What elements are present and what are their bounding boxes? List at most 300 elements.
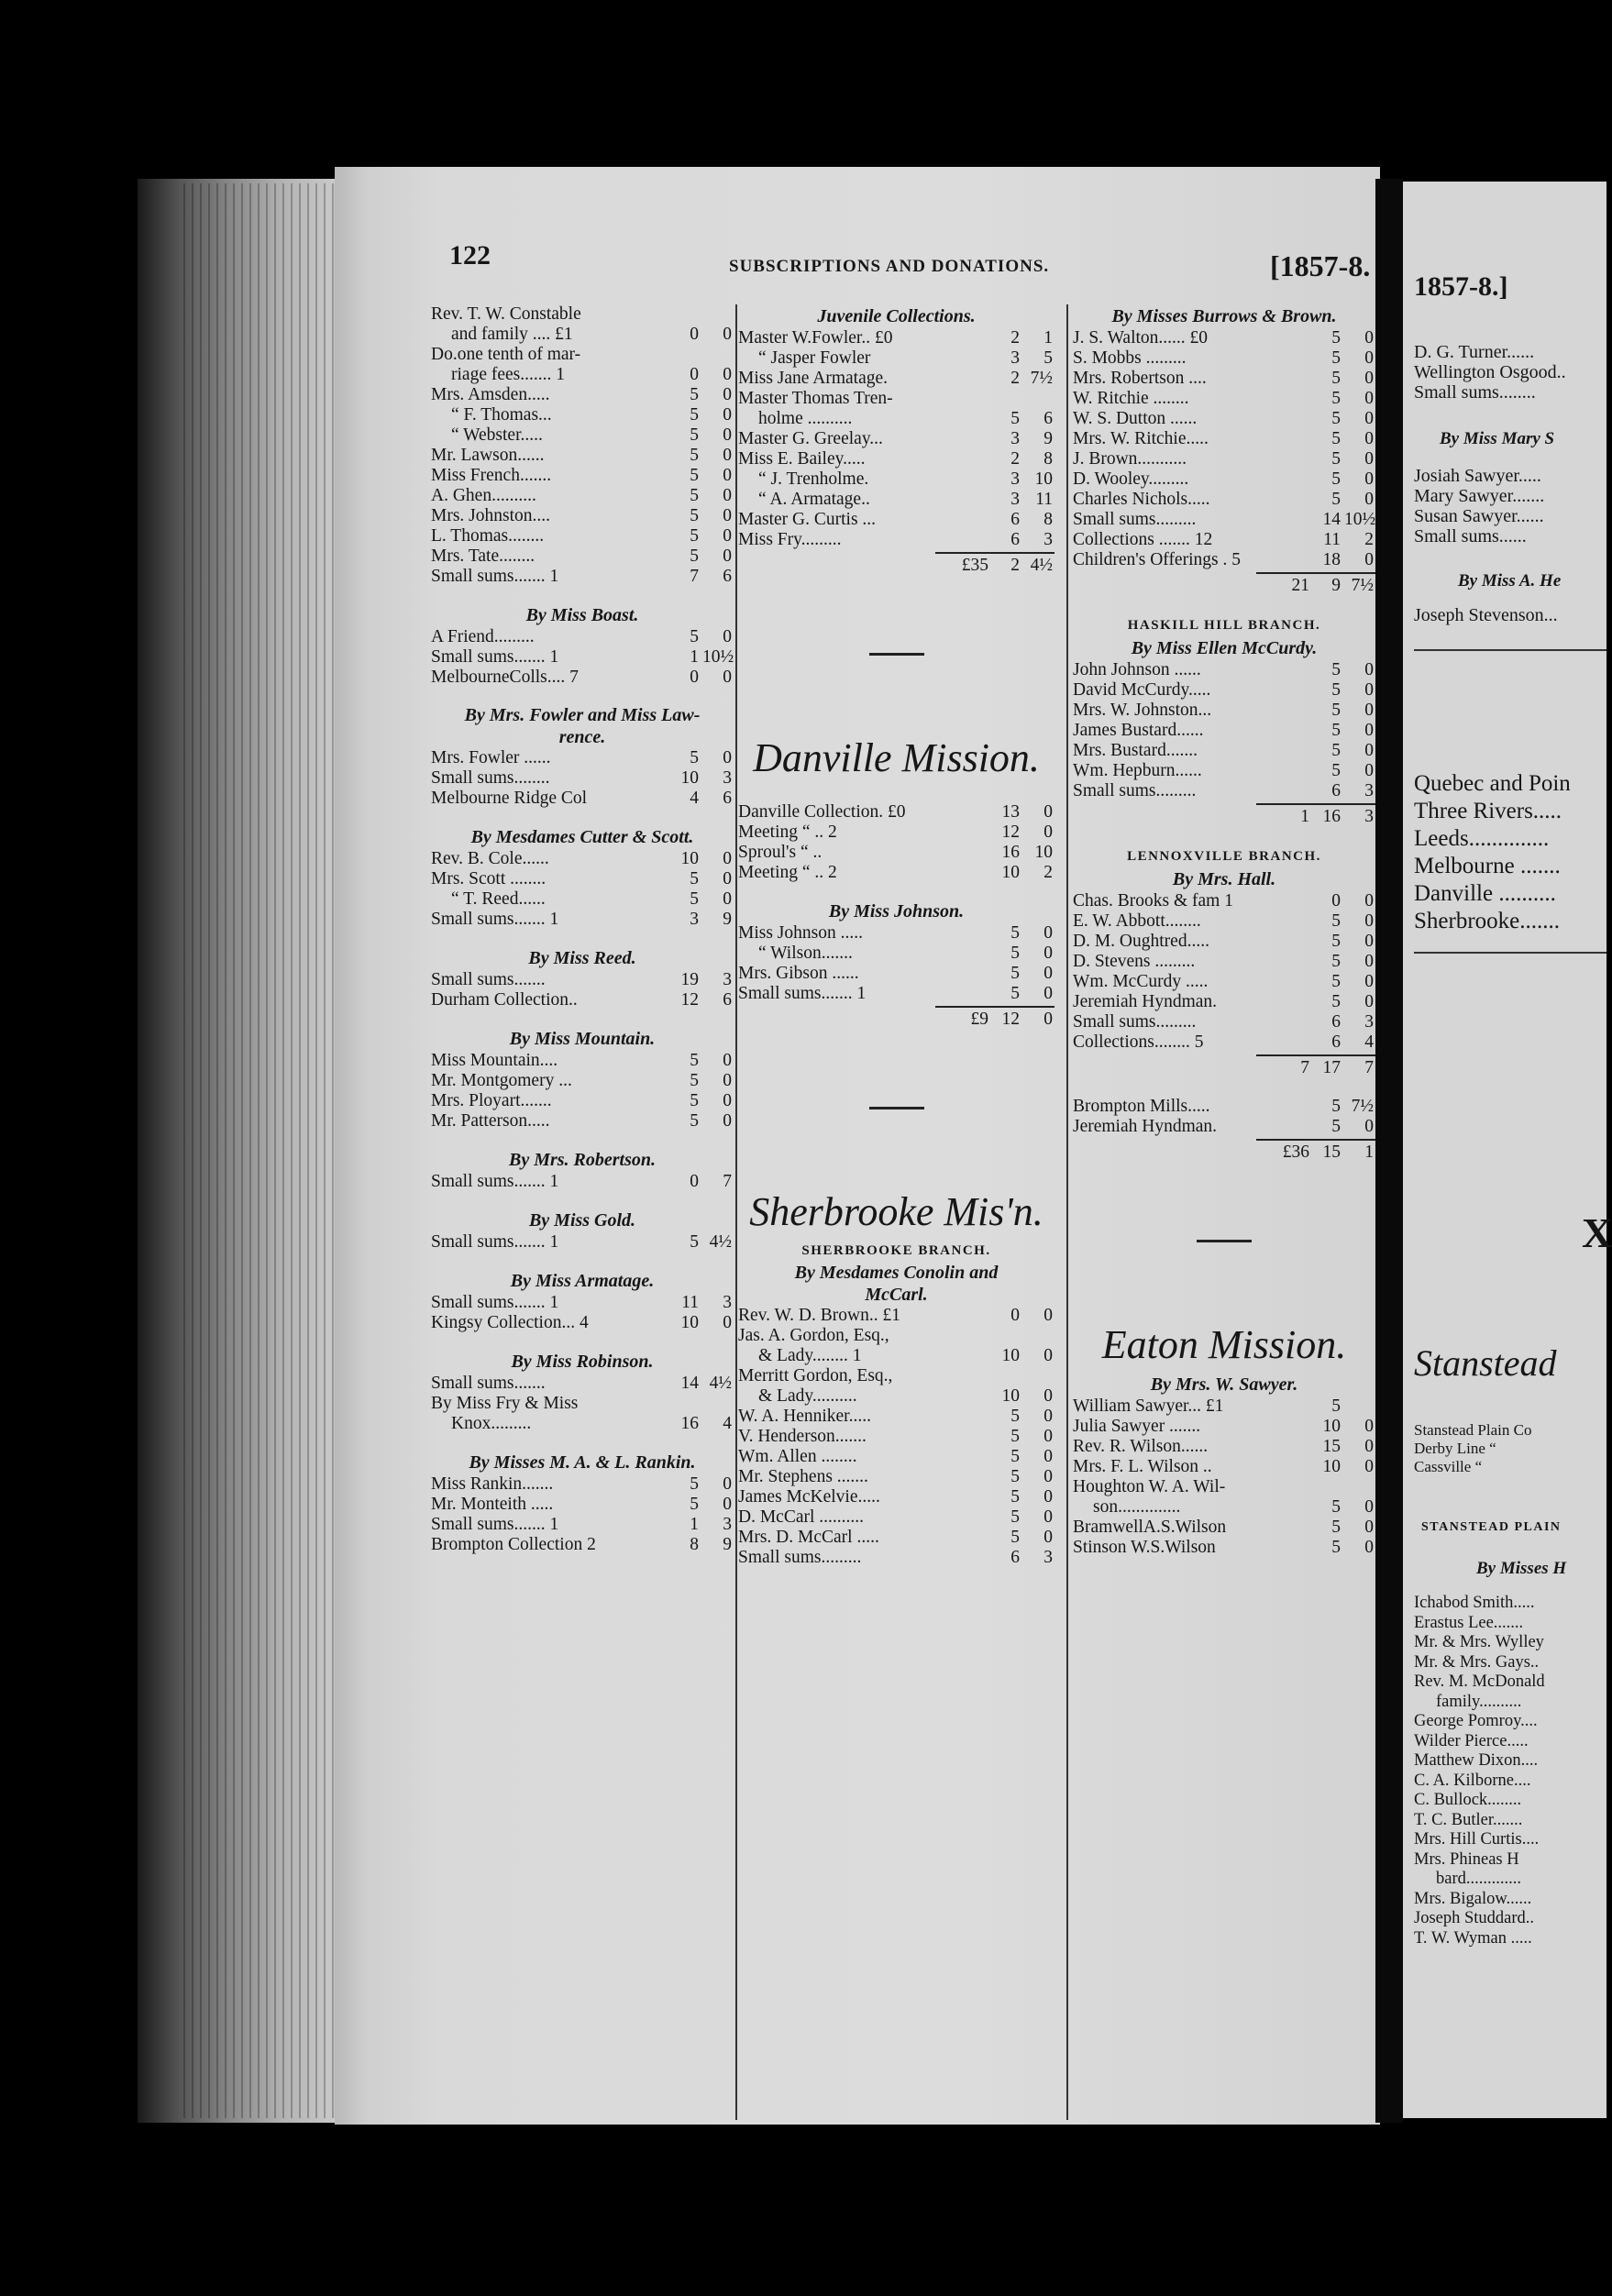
- entry-name: “ F. Thomas...: [451, 405, 552, 425]
- pounds: 7: [1300, 1058, 1309, 1077]
- divider-rule: [1414, 649, 1606, 651]
- pence: 0: [1364, 952, 1374, 971]
- entry-name: holme ..........: [758, 409, 853, 428]
- pence: 3: [1043, 1548, 1053, 1567]
- entry-row: [431, 405, 734, 425]
- entry-name: Rev. B. Cole......: [431, 849, 549, 868]
- entry-name: Rev. T. W. Constable: [431, 304, 581, 324]
- entry-row: [1073, 701, 1375, 721]
- pence: 3: [1364, 1012, 1374, 1032]
- shillings: 5: [1010, 409, 1020, 428]
- shillings: 2: [1010, 556, 1020, 575]
- shillings: 7: [690, 567, 699, 586]
- entry-name: Collections ....... 12: [1073, 530, 1213, 549]
- entry-name: Mr. Patterson.....: [431, 1111, 550, 1131]
- entry-name: “ A. Armatage..: [758, 490, 870, 509]
- stanstead-entries: [1414, 1421, 1531, 1476]
- pence: 0: [723, 1051, 732, 1070]
- shillings: 5: [1331, 660, 1341, 679]
- shillings: 14: [680, 1374, 699, 1393]
- entry-row: [431, 1091, 734, 1111]
- spacer: [431, 809, 734, 825]
- pence: 0: [1364, 660, 1374, 679]
- entry-name: riage fees....... 1: [451, 365, 565, 384]
- shillings: 5: [690, 1474, 699, 1494]
- entry-row: [1073, 550, 1375, 570]
- shillings: 6: [1010, 1548, 1020, 1567]
- pence: 4½: [1030, 556, 1053, 575]
- entry-name: Do.one tenth of mar-: [431, 345, 581, 364]
- column-divider: [1066, 304, 1068, 2120]
- list-item: Erastus Lee.......: [1414, 1613, 1524, 1632]
- entry-name: Mrs. Ployart.......: [431, 1091, 552, 1110]
- entry-name: Stinson W.S.Wilson: [1073, 1538, 1216, 1557]
- section-heading: By Miss Armatage.: [510, 1271, 655, 1291]
- entry-row: [738, 1447, 1054, 1467]
- page-edge-lines: [183, 183, 339, 2118]
- pence: 7: [1364, 1058, 1374, 1077]
- entry-row: [431, 768, 734, 789]
- branch-heading: SHERBROOKE BRANCH.: [801, 1243, 991, 1258]
- pence: 0: [1364, 1538, 1374, 1557]
- list-item: Quebec and Poin: [1414, 771, 1571, 796]
- entry-name: Small sums.........: [738, 1548, 862, 1567]
- pence: 0: [1364, 911, 1374, 931]
- section-divider: [1197, 1240, 1252, 1242]
- entry-row: [431, 910, 734, 930]
- shillings: 5: [1331, 972, 1341, 991]
- shillings: 10: [680, 849, 699, 868]
- shillings: 5: [1331, 932, 1341, 951]
- pounds: £9: [970, 1010, 988, 1029]
- entry-name: Sproul's “ ..: [738, 843, 823, 862]
- entry-name: Knox.........: [451, 1414, 532, 1433]
- entry-row: [1073, 680, 1375, 701]
- entry-name: Master Thomas Tren-: [738, 389, 893, 408]
- list-item: George Pomroy....: [1414, 1712, 1538, 1730]
- pence: 0: [1043, 1407, 1053, 1426]
- section-heading: By Misses M. A. & L. Rankin.: [469, 1452, 696, 1473]
- shillings: 10: [1001, 1346, 1020, 1365]
- shillings: 5: [1010, 1427, 1020, 1446]
- shillings: 10: [1001, 863, 1020, 882]
- pence: 3: [1043, 530, 1053, 549]
- entry-row: [1073, 449, 1375, 469]
- shillings: 5: [690, 405, 699, 425]
- entry-row: [738, 1507, 1054, 1528]
- pence: 0: [1364, 721, 1374, 740]
- entry-row: [738, 1306, 1054, 1326]
- entry-row: [431, 1313, 734, 1333]
- list-item: Cassville “: [1414, 1458, 1483, 1475]
- entry-name: Small sums....... 1: [431, 647, 559, 667]
- entry-row: [738, 822, 1054, 843]
- entry-name: Julia Sawyer .......: [1073, 1417, 1201, 1436]
- shillings: 5: [1010, 964, 1020, 983]
- shillings: 5: [690, 1232, 699, 1252]
- right-heading: By Misses H: [1476, 1559, 1567, 1578]
- mission-title: Stanstead: [1414, 1342, 1557, 1384]
- pence: 0: [1043, 1507, 1053, 1527]
- pence: 0: [1043, 822, 1053, 842]
- shillings: 1: [690, 1515, 699, 1534]
- entry-row: [431, 1414, 734, 1434]
- entry-row: [1073, 1457, 1375, 1477]
- entry-row: [738, 863, 1054, 883]
- total-row: [1073, 807, 1375, 829]
- entry-name: Kingsy Collection... 4: [431, 1313, 589, 1332]
- pence: 1: [1043, 328, 1053, 348]
- pence: 0: [1364, 1518, 1374, 1537]
- entry-row: [1073, 1477, 1375, 1497]
- section-heading: By Mesdames Conolin and: [794, 1263, 999, 1283]
- entry-row: [431, 748, 734, 768]
- shillings: 5: [1010, 1487, 1020, 1507]
- book-gutter: [1375, 179, 1403, 2123]
- entry-row: [738, 1528, 1054, 1548]
- shillings: 5: [1331, 701, 1341, 720]
- entry-name: Miss E. Bailey.....: [738, 449, 866, 469]
- entry-name: Small sums....... 1: [431, 910, 559, 929]
- list-item: Rev. M. McDonald: [1414, 1672, 1545, 1691]
- entry-name: Mr. Stephens .......: [738, 1467, 868, 1486]
- pence: 0: [723, 849, 732, 868]
- shillings: 5: [1010, 1528, 1020, 1547]
- list-item: Joseph Studdard..: [1414, 1909, 1535, 1927]
- list-item: bard.............: [1436, 1870, 1521, 1888]
- pence: 0: [723, 1474, 732, 1494]
- entry-name: Mr. Montgomery ...: [431, 1071, 572, 1090]
- entry-row: [1073, 741, 1375, 761]
- shillings: 16: [680, 1414, 699, 1433]
- entry-name: Brompton Mills.....: [1073, 1097, 1210, 1116]
- entry-name: A Friend.........: [431, 627, 535, 646]
- shillings: 4: [690, 789, 699, 808]
- shillings: 11: [1323, 530, 1341, 549]
- shillings: 18: [1322, 550, 1341, 569]
- shillings: 5: [1010, 1447, 1020, 1466]
- branch-heading: HASKILL HILL BRANCH.: [1127, 618, 1321, 633]
- shillings: 5: [1010, 1467, 1020, 1486]
- total-row: [738, 556, 1054, 578]
- entry-row: [1073, 490, 1375, 510]
- entry-name: Wm. Hepburn......: [1073, 761, 1202, 780]
- entry-row: [1073, 1518, 1375, 1538]
- entry-row: [431, 1374, 734, 1394]
- pence: 0: [1364, 409, 1374, 428]
- entry-name: “ T. Reed......: [451, 889, 546, 909]
- pence: 0: [1364, 992, 1374, 1011]
- list-item: Danville ..........: [1414, 881, 1556, 906]
- entry-name: Miss Johnson .....: [738, 923, 863, 943]
- entry-name: Mrs. W. Johnston...: [1073, 701, 1212, 720]
- entry-name: Small sums.......: [431, 970, 546, 989]
- shillings: 5: [690, 506, 699, 525]
- pence: 0: [1043, 923, 1053, 943]
- list-item: Small sums........: [1414, 382, 1536, 403]
- shillings: 5: [1331, 761, 1341, 780]
- pence: 0: [1043, 1010, 1053, 1029]
- pence: 0: [1043, 964, 1053, 983]
- pence: 7½: [1030, 369, 1053, 388]
- entry-row: [431, 567, 734, 587]
- pence: 0: [1043, 802, 1053, 822]
- pence: 0: [723, 668, 732, 687]
- spacer: [738, 676, 1054, 731]
- entry-name: J. Brown...........: [1073, 449, 1187, 469]
- entry-row: [1073, 510, 1375, 530]
- pence: 3: [1364, 807, 1374, 826]
- pence: 7: [723, 1172, 732, 1191]
- pence: 0: [1364, 369, 1374, 388]
- pence: 0: [1364, 449, 1374, 469]
- spacer: [431, 587, 734, 603]
- branch-heading: STANSTEAD PLAIN: [1421, 1520, 1562, 1534]
- entry-row: [738, 1346, 1054, 1366]
- section-divider: [869, 1107, 924, 1109]
- shillings: 15: [1322, 1437, 1341, 1456]
- entry-row: [1073, 348, 1375, 369]
- entry-row: [738, 1548, 1054, 1568]
- list-item: Mary Sawyer.......: [1414, 486, 1545, 506]
- entry-name: Mrs. D. McCarl .....: [738, 1528, 879, 1547]
- entry-name: W. A. Henniker.....: [738, 1407, 871, 1426]
- entry-name: Mrs. Johnston....: [431, 506, 551, 525]
- shillings: 10: [1322, 1457, 1341, 1476]
- shillings: 6: [1331, 1032, 1341, 1052]
- mission-summary: [1414, 770, 1571, 935]
- pence: 8: [1043, 510, 1053, 529]
- entry-row: [431, 1495, 734, 1515]
- entry-name: D. M. Oughtred.....: [1073, 932, 1209, 951]
- entry-name: David McCurdy.....: [1073, 680, 1211, 700]
- entry-name: Mrs. Fowler ......: [431, 748, 551, 767]
- entry-row: [738, 1427, 1054, 1447]
- shillings: 6: [1331, 1012, 1341, 1032]
- entry-row: [1073, 1437, 1375, 1457]
- entry-row: [431, 425, 734, 446]
- entry-row: [431, 970, 734, 990]
- pence: 6: [723, 789, 732, 808]
- shillings: 5: [690, 526, 699, 546]
- list-item: C. A. Kilborne....: [1414, 1771, 1531, 1790]
- right-page-year: 1857-8.]: [1414, 271, 1508, 302]
- shillings: 0: [1331, 891, 1341, 911]
- entry-row: [1073, 1538, 1375, 1558]
- entry-row: [738, 1386, 1054, 1407]
- pence: 0: [723, 889, 732, 909]
- entry-row: [1073, 1396, 1375, 1417]
- total-rule: [1256, 1054, 1375, 1056]
- pence: 10½: [702, 647, 734, 667]
- entry-name: BramwellA.S.Wilson: [1073, 1518, 1227, 1537]
- shillings: 14: [1322, 510, 1341, 529]
- pence: 0: [723, 1495, 732, 1514]
- entry-name: “ Jasper Fowler: [758, 348, 871, 368]
- entry-row: [738, 449, 1054, 469]
- entry-row: [1073, 1417, 1375, 1437]
- entry-row: [1073, 952, 1375, 972]
- spacer: [738, 786, 1054, 802]
- column-2: [738, 304, 1054, 1568]
- entry-row: [1073, 328, 1375, 348]
- spacer: [431, 930, 734, 946]
- pounds: 21: [1291, 576, 1309, 595]
- entry-name: Jeremiah Hyndman.: [1073, 1117, 1218, 1136]
- entry-row: [1073, 660, 1375, 680]
- entry-name: son..............: [1093, 1497, 1181, 1517]
- entry-name: Merritt Gordon, Esq.,: [738, 1366, 893, 1385]
- shillings: 5: [690, 385, 699, 404]
- entry-row: [738, 530, 1054, 550]
- pence: 11: [1035, 490, 1053, 509]
- entry-row: [738, 328, 1054, 348]
- entry-name: Meeting “ .. 2: [738, 863, 837, 882]
- entry-row: [431, 627, 734, 647]
- entry-row: [431, 506, 734, 526]
- pence: 0: [723, 1091, 732, 1110]
- entry-name: Chas. Brooks & fam 1: [1073, 891, 1233, 911]
- pence: 0: [723, 526, 732, 546]
- shillings: 5: [1331, 469, 1341, 489]
- entry-name: Miss Mountain....: [431, 1051, 558, 1070]
- entry-name: Wm. McCurdy .....: [1073, 972, 1209, 991]
- column-3: [1073, 304, 1375, 1558]
- section-heading: By Miss Ellen McCurdy.: [1131, 638, 1318, 658]
- entry-name: “ Webster.....: [451, 425, 543, 445]
- entry-row: [1073, 992, 1375, 1012]
- shillings: 3: [690, 910, 699, 929]
- list-item: Wilder Pierce.....: [1414, 1731, 1529, 1750]
- pence: 0: [1043, 1306, 1053, 1325]
- shillings: 5: [1331, 389, 1341, 408]
- section-heading: By Miss Gold.: [528, 1210, 636, 1231]
- entry-row: [1073, 469, 1375, 490]
- spacer: [431, 1434, 734, 1451]
- pounds: 1: [1300, 807, 1309, 826]
- shillings: 2: [1010, 328, 1020, 348]
- shillings: 5: [690, 486, 699, 505]
- shillings: 5: [690, 1051, 699, 1070]
- shillings: 5: [690, 546, 699, 566]
- entry-name: Small sums........: [431, 768, 550, 788]
- shillings: 5: [690, 425, 699, 445]
- total-rule: [1256, 803, 1375, 805]
- pence: 0: [1364, 1457, 1374, 1476]
- shillings: 5: [690, 627, 699, 646]
- shillings: 5: [690, 748, 699, 767]
- shillings: 1: [690, 647, 699, 667]
- spacer: [431, 1253, 734, 1269]
- shillings: 5: [690, 1111, 699, 1131]
- shillings: 5: [1331, 409, 1341, 428]
- spacer: [738, 1032, 1054, 1087]
- shillings: 5: [1331, 1396, 1341, 1416]
- entry-row: [431, 1515, 734, 1535]
- pence: 1: [1364, 1142, 1374, 1162]
- pence: 3: [723, 970, 732, 989]
- pence: 0: [1364, 972, 1374, 991]
- entry-name: Jas. A. Gordon, Esq.,: [738, 1326, 889, 1345]
- entry-name: James McKelvie.....: [738, 1487, 880, 1507]
- pence: 0: [723, 446, 732, 465]
- section-heading: By Misses Burrows & Brown.: [1111, 306, 1337, 326]
- entry-row: [1073, 891, 1375, 911]
- total-row: [1073, 576, 1375, 598]
- list-item: Ichabod Smith.....: [1414, 1594, 1535, 1612]
- entry-row: [738, 1487, 1054, 1507]
- entry-row: [738, 1366, 1054, 1386]
- entry-name: Small sums.........: [1073, 781, 1197, 800]
- entry-name: Rev. W. D. Brown.. £1: [738, 1306, 900, 1325]
- list-item: T. W. Wyman .....: [1414, 1928, 1532, 1948]
- entry-row: [431, 365, 734, 385]
- entry-name: Miss Fry.........: [738, 530, 842, 549]
- spacer: [738, 578, 1054, 633]
- spacer: [738, 883, 1054, 900]
- entry-row: [431, 546, 734, 567]
- entry-name: Small sums.........: [1073, 1012, 1197, 1032]
- entry-row: [738, 944, 1054, 964]
- entry-name: Small sums.......: [431, 1374, 546, 1393]
- entry-name: Mrs. F. L. Wilson ..: [1073, 1457, 1212, 1476]
- pence: 0: [723, 425, 732, 445]
- entry-row: [1073, 389, 1375, 409]
- entry-row: [431, 526, 734, 546]
- pence: 2: [1364, 530, 1374, 549]
- shillings: 16: [1322, 807, 1341, 826]
- entry-row: [431, 325, 734, 345]
- entry-name: Small sums....... 1: [431, 567, 559, 586]
- list-item: Mr. & Mrs. Wylley: [1414, 1633, 1544, 1651]
- shillings: 2: [1010, 449, 1020, 469]
- entry-name: Danville Collection. £0: [738, 802, 906, 822]
- entry-name: D. Stevens .........: [1073, 952, 1196, 971]
- pounds: £35: [961, 556, 988, 575]
- pence: 0: [1364, 550, 1374, 569]
- entry-row: [431, 849, 734, 869]
- pence: 0: [1364, 932, 1374, 951]
- entry-row: [1073, 530, 1375, 550]
- entry-row: [738, 510, 1054, 530]
- entry-row: [431, 647, 734, 668]
- shillings: 9: [1331, 576, 1341, 595]
- entry-name: & Lady........ 1: [758, 1346, 862, 1365]
- shillings: 3: [1010, 490, 1020, 509]
- pence: 0: [1364, 429, 1374, 448]
- shillings: 5: [1331, 490, 1341, 509]
- entry-name: MelbourneColls.... 7: [431, 668, 579, 687]
- shillings: 17: [1322, 1058, 1341, 1077]
- entry-name: Small sums.........: [1073, 510, 1197, 529]
- pence: 0: [723, 486, 732, 505]
- section-heading: By Miss Robinson.: [511, 1352, 654, 1372]
- total-rule: [935, 552, 1054, 554]
- list-item: Stanstead Plain Co: [1414, 1421, 1532, 1439]
- pence: 0: [1364, 701, 1374, 720]
- list-item: C. Bullock........: [1414, 1791, 1522, 1809]
- shillings: 8: [690, 1535, 699, 1554]
- entry-name: Mrs. Gibson ......: [738, 964, 859, 983]
- pence: 10: [1034, 843, 1053, 862]
- total-rule: [935, 1006, 1054, 1008]
- spacer: [1073, 1080, 1375, 1097]
- pence: 0: [723, 506, 732, 525]
- shillings: 5: [1331, 1497, 1341, 1517]
- list-item: Mrs. Hill Curtis....: [1414, 1830, 1540, 1849]
- entry-row: [1073, 369, 1375, 389]
- pence: 6: [723, 567, 732, 586]
